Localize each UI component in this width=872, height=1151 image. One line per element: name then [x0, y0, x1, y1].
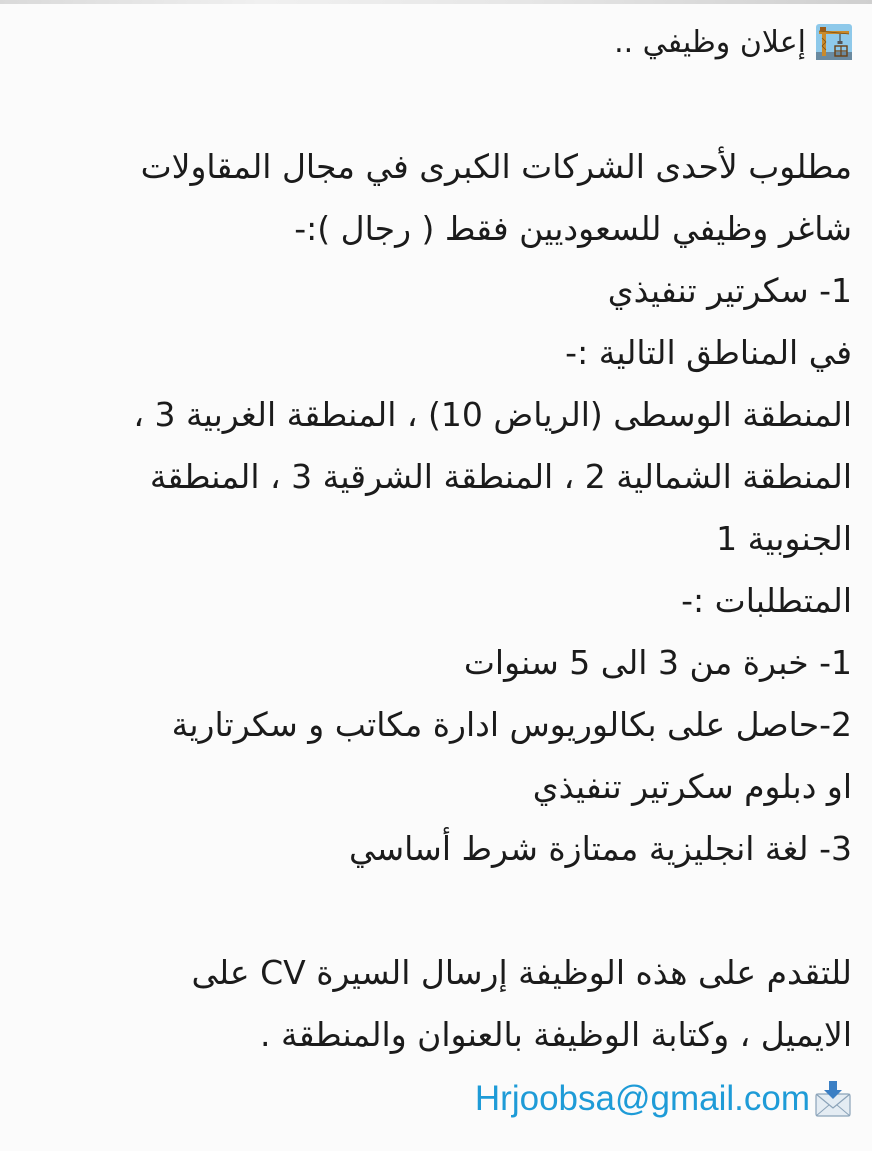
spacer [16, 880, 852, 942]
requirement-line: 3- لغة انجليزية ممتازة شرط أساسي [348, 829, 852, 868]
intro-line: شاغر وظيفي للسعوديين فقط ( رجال ):- [294, 209, 852, 248]
email-link[interactable]: Hrjoobsa@gmail.com [474, 1079, 810, 1118]
post-title: إعلان وظيفي .. [614, 25, 806, 60]
regions-heading: في المناطق التالية :- [565, 333, 852, 372]
regions-line: الجنوبية 1 [716, 519, 852, 558]
requirement-line: 1- خبرة من 3 الى 5 سنوات [463, 643, 852, 682]
envelope-download-icon [814, 1076, 852, 1114]
top-edge-strip [0, 0, 872, 4]
email-row [16, 1068, 852, 1130]
apply-line: الايميل ، وكتابة الوظيفة بالعنوان والمنطقة . [260, 1015, 852, 1054]
regions-line: المنطقة الشمالية 2 ، المنطقة الشرقية 3 ، المنطقة [149, 457, 852, 496]
position-line: 1- سكرتير تنفيذي [607, 271, 852, 310]
construction-crane-icon [816, 20, 852, 56]
apply-line: للتقدم على هذه الوظيفة إرسال السيرة CV على [191, 953, 852, 992]
post-title-row [16, 12, 852, 74]
regions-line: المنطقة الوسطى (الرياض 10) ، المنطقة الغربية 3 ، [133, 395, 852, 434]
spacer [16, 74, 852, 136]
requirement-line: 2-حاصل على بكالوريوس ادارة مكاتب و سكرتارية [171, 705, 852, 744]
requirement-line: او دبلوم سكرتير تنفيذي [532, 767, 852, 806]
requirements-heading: المتطلبات :- [681, 581, 852, 620]
post-body [0, 12, 872, 1130]
intro-line: مطلوب لأحدى الشركات الكبرى في مجال المقاولات [140, 147, 852, 186]
